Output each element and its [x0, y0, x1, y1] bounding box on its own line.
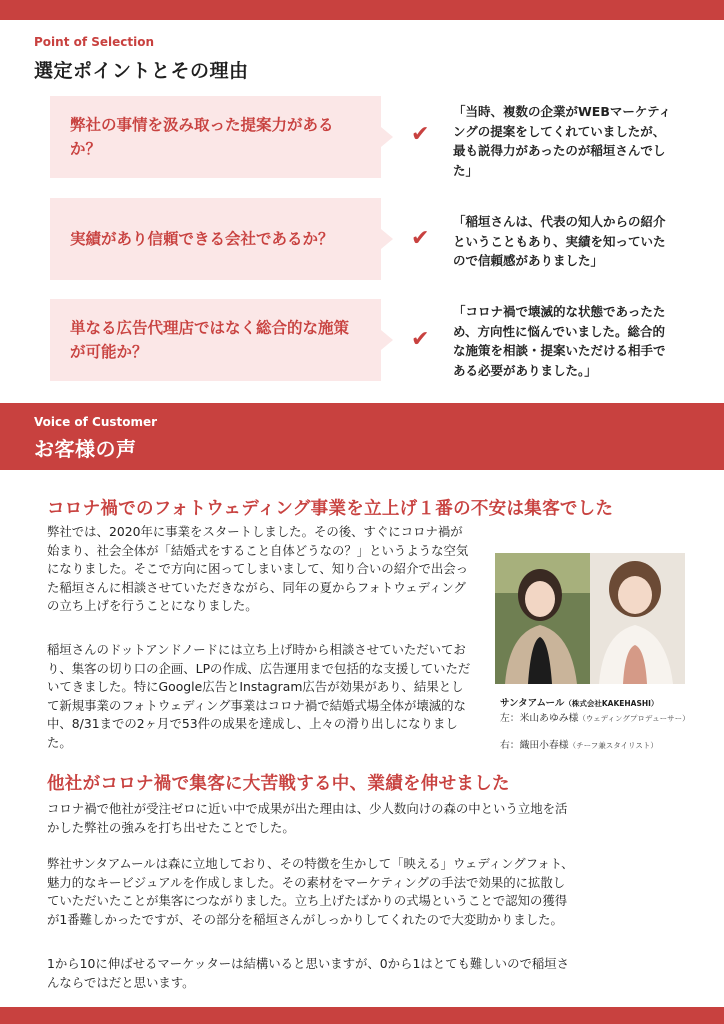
top-accent-bar: [0, 0, 724, 20]
customer-right-person: [500, 739, 690, 753]
selection-question-3: 単なる広告代理店ではなく総合的な施策が可能か？: [70, 319, 350, 361]
selection-question-2: 実績があり信頼できる会社であるか？: [70, 230, 334, 248]
selection-question-1: 弊社の事情を汲み取った提案力があるか？: [70, 116, 334, 158]
customer-company: [500, 695, 658, 709]
question-arrow-3: [381, 330, 393, 350]
section2-heading: 他社がコロナ禍で集客に大苦戦する中、業績を伸せました: [47, 774, 510, 794]
selection-eyebrow: Point of Selection: [34, 35, 155, 49]
selection-question-box-3: [50, 299, 381, 381]
voice-title: お客様の声: [34, 437, 137, 461]
selection-question-box-2: [50, 198, 381, 280]
voice-header-band: [0, 403, 724, 470]
customer-photo: [495, 553, 685, 684]
section1-heading: コロナ禍でのフォトウェディング事業を立上げ１番の不安は集客でした: [47, 499, 614, 519]
selection-quote-1: 「当時、複数の企業がWEBマーケティングの提案をしてくれていましたが、最も説得力があったのが稲垣さんでした」: [453, 104, 672, 178]
section1-paragraph-2: 稲垣さんのドットアンドノードには立ち上げ時から相談させていただいており、集客の切り口の企画、LPの作成、広告運用まで包括的な支援していただいてきました。特にGoogle広告とInstagram広告が効果があり、結果として新規事業のフォトウェディング事業はコロナ禍で結婚式場全体が壊滅的な中、8/31までの2ヶ月で53件の成果を達成し、上々の滑り出しになりました。: [47, 642, 471, 750]
right-person-role: （チーフ兼スタイリスト）: [568, 741, 658, 750]
selection-quote-3: 「コロナ禍で壊滅的な状態であったため、方向性に悩んでいました。総合的な施策を相談・提案いただける相手である必要がありました。」: [453, 304, 666, 378]
right-person-name: 右：織田小春様: [500, 740, 569, 751]
left-person-role: （ウェディングプロデューサー）: [578, 714, 690, 723]
question-arrow-2: [381, 229, 393, 249]
check-icon: ✔: [411, 327, 430, 352]
selection-quote-2: 「稲垣さんは、代表の知人からの紹介ということもあり、実績を知っていたので信頼感がありました」: [453, 214, 666, 268]
customer-company-name: サンタアムール: [500, 698, 565, 709]
question-arrow-1: [381, 127, 393, 147]
section2-paragraph-1: コロナ禍で他社が受注ゼロに近い中で成果が出た理由は、少人数向けの森の中という立地を活かした弊社の強みを打ち出せたことでした。: [47, 801, 568, 835]
section2-paragraph-2: 弊社サンタアムールは森に立地しており、その特徴を生かして「映える」ウェディングフォト、魅力的なキービジュアルを作成しました。その素材をマーケティングの手法で効果的に拡散していただいたことが集客につながりました。立ち上げたばかりの式場ということで認知の獲得が1番難しかったですが、その部分を稲垣さんがしっかりしてくれたので大変助かりました。: [47, 856, 574, 927]
customer-left-person: [500, 712, 690, 726]
bottom-accent-bar: [0, 1007, 724, 1024]
voice-eyebrow: Voice of Customer: [34, 415, 158, 429]
selection-question-box-1: [50, 96, 381, 178]
left-person-name: 左：米山あゆみ様: [500, 713, 579, 724]
section2-paragraph-3: 1から10に伸ばせるマーケッターは結構いると思いますが、0から1はとても難しいので稲垣さんならではだと思います。: [47, 956, 570, 990]
section1-paragraph-1: 弊社では、2020年に事業をスタートしました。その後、すぐにコロナ禍が始まり、社会全体が「結婚式をすること自体どうなの？」というような空気になりました。そこで方向に困ってしまいまして、知り合いの紹介で出会った稲垣さんに相談させていただきながら、同年の夏からフォトウェディングの立ち上げを行うことになりました。: [47, 524, 469, 614]
check-icon: ✔: [411, 226, 430, 251]
check-icon: ✔: [411, 122, 430, 147]
customer-company-sub: （株式会社KAKEHASHI）: [564, 699, 659, 708]
customer-photo-illustration: [495, 553, 685, 684]
selection-title: 選定ポイントとその理由: [34, 60, 249, 82]
